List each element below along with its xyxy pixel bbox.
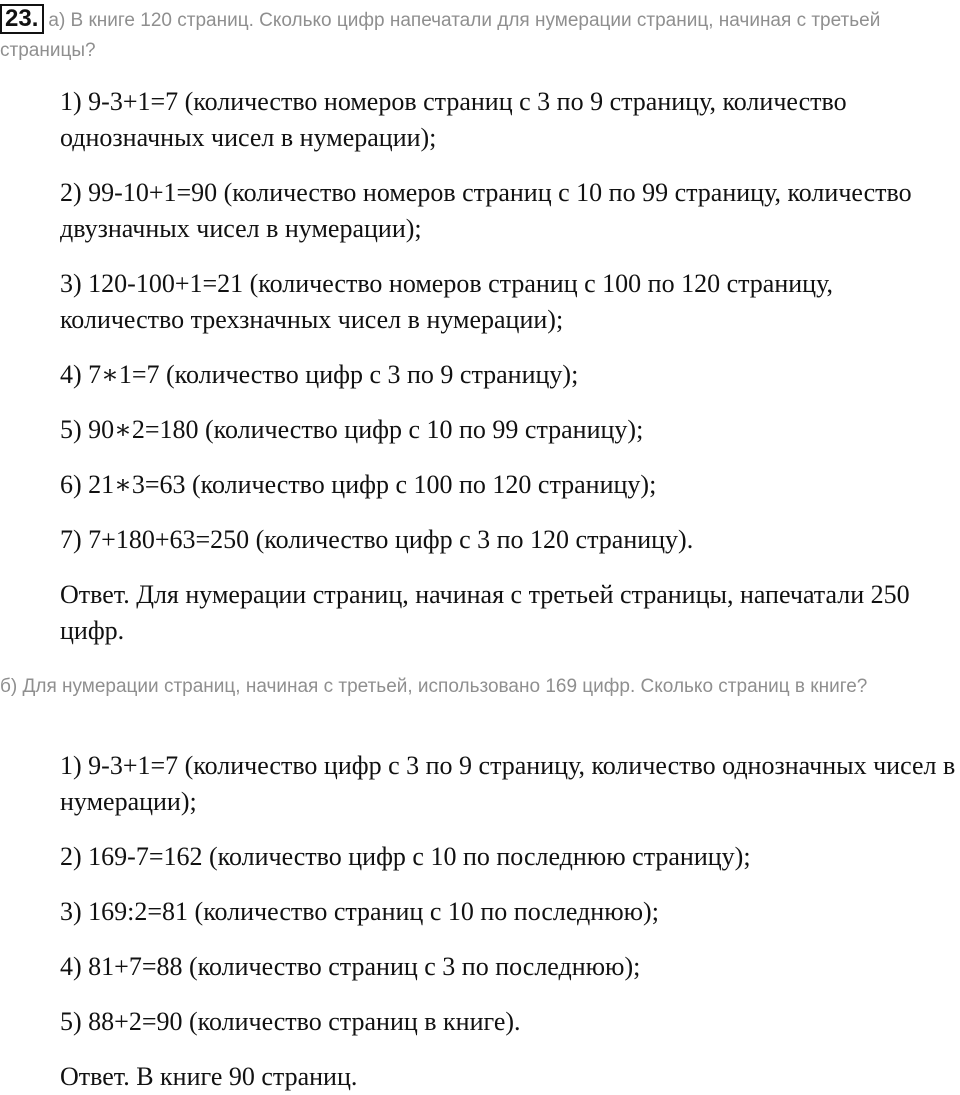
task-number-badge: 23.: [0, 4, 44, 34]
part-a-solution: [60, 84, 960, 649]
solution-step: 4) 81+7=88 (количество страниц с 3 по последнюю);: [60, 952, 641, 981]
solution-step: 3) 120-100+1=21 (количество номеров страниц с 100 по 120 страницу, количество трехзначных чисел в нумерации);: [60, 269, 833, 334]
solution-step: 5) 88+2=90 (количество страниц в книге).: [60, 1007, 521, 1036]
solution-step: 1) 9-3+1=7 (количество номеров страниц с 3 по 9 страницу, количество однозначных чисел в нумерации);: [60, 87, 847, 152]
solution-step: 3) 169:2=81 (количество страниц с 10 по последнюю);: [60, 897, 659, 926]
part-a-header: [0, 4, 958, 66]
part-b-answer: Ответ. В книге 90 страниц.: [60, 1062, 358, 1091]
solution-step: 2) 169-7=162 (количество цифр с 10 по последнюю страницу);: [60, 842, 751, 871]
solution-step: 5) 90∗2=180 (количество цифр с 10 по 99 страницу);: [60, 415, 644, 444]
part-b-solution: [60, 748, 960, 1095]
solution-step: 6) 21∗3=63 (количество цифр с 100 по 120 страницу);: [60, 470, 657, 499]
solution-step: 1) 9-3+1=7 (количество цифр с 3 по 9 страницу, количество однозначных чисел в нумерации);: [60, 751, 956, 816]
solution-step: 7) 7+180+63=250 (количество цифр с 3 по 120 страницу).: [60, 525, 694, 554]
part-a-answer: Ответ. Для нумерации страниц, начиная с третьей страницы, напечатали 250 цифр.: [60, 580, 910, 645]
solution-step: 2) 99-10+1=90 (количество номеров страниц с 10 по 99 страницу, количество двузначных чисел в нумерации);: [60, 178, 912, 243]
part-b-question: б) Для нумерации страниц, начиная с третьей, использовано 169 цифр. Сколько страниц в книге?: [0, 676, 868, 697]
part-a-question: а) В книге 120 страниц. Сколько цифр напечатали для нумерации страниц, начиная с третьей страницы?: [0, 10, 881, 61]
solution-step: 4) 7∗1=7 (количество цифр с 3 по 9 страницу);: [60, 360, 579, 389]
